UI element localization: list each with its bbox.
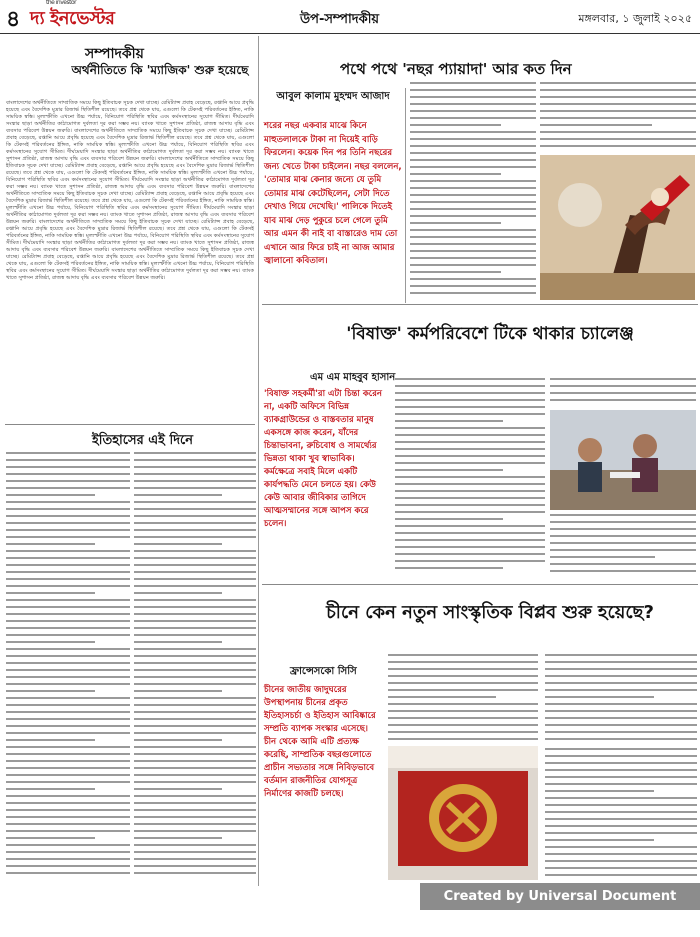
article2-body-col2b [550, 514, 696, 580]
article3-photo [388, 746, 538, 880]
article2-headline: 'বিষাক্ত' কর্মপরিবেশে টিকে থাকার চ্যালেঞ্জ [346, 324, 634, 344]
article1-illustration [540, 155, 695, 300]
publication-date: মঙ্গলবার, ১ জুলাই ২০২৫ [578, 12, 692, 25]
page-header [0, 0, 700, 34]
history-list-col1 [6, 452, 130, 884]
history-title: ইতিহাসের এই দিনে [91, 433, 194, 448]
column-divider [258, 36, 259, 886]
article2-byline: এম এম মাহবুব হাসান [310, 372, 396, 383]
article3-body-col3 [545, 748, 697, 880]
article2-body-col2 [550, 378, 696, 408]
article1-body-col2 [540, 82, 696, 152]
logo-text: দ্য ইনভেস্টর [30, 8, 115, 29]
editorial-body: বাংলাদেশের অর্থনীতিতে সাম্প্রতিক সময়ে কিছু ইতিবাচক সূচক দেখা যাচ্ছে। রেমিট্যান্স প্রবাহ বেড়েছে, রপ্তানি আয়ে প্রবৃদ্ধি হয়েছে এবং বৈদেশিক মুদ্রার রিজার্ভ স্থিতিশীল রয়েছে। তবে প্রশ্ন থেকে যায়, এগুলো কি টেকসই পরিবর্তনের ইঙ্গিত, নাকি সাময়িক স্বস্তি। মূল্যস্ফীতি এখনো উচ্চ পর্যায়ে, বিনিয়োগ পরিস্থিতি স্থবির এবং কর্মসংস্থানের সুযোগ সীমিত। দীর্ঘমেয়াদি সংস্কার ছাড়া অর্থনীতির কাঠামোগত দুর্বলতা দূর করা সম্ভব নয়। ব্যাংক খাতে সুশাসন প্রতিষ্ঠা, রাজস্ব আদায় বৃদ্ধি এবং ব্যবসার পরিবেশ উন্নয়ন জরুরি। বাংলাদেশের অর্থনীতিতে সাম্প্রতিক সময়ে কিছু ইতিবাচক সূচক দেখা যাচ্ছে। রেমিট্যান্স প্রবাহ বেড়েছে, রপ্তানি আয়ে প্রবৃদ্ধি হয়েছে এবং বৈদেশিক মুদ্রার রিজার্ভ স্থিতিশীল রয়েছে। তবে প্রশ্ন থেকে যায়, এগুলো কি টেকসই পরিবর্তনের ইঙ্গিত, নাকি সাময়িক স্বস্তি। মূল্যস্ফীতি এখনো উচ্চ পর্যায়ে, বিনিয়োগ পরিস্থিতি স্থবির এবং কর্মসংস্থানের সুযোগ সীমিত। দীর্ঘমেয়াদি সংস্কার ছাড়া অর্থনীতির কাঠামোগত দুর্বলতা দূর করা সম্ভব নয়। ব্যাংক খাতে সুশাসন প্রতিষ্ঠা, রাজস্ব আদায় বৃদ্ধি এবং ব্যবসার পরিবেশ উন্নয়ন জরুরি। বাংলাদেশের অর্থনীতিতে সাম্প্রতিক সময়ে কিছু ইতিবাচক সূচক দেখা যাচ্ছে। রেমিট্যান্স প্রবাহ বেড়েছে, রপ্তানি আয়ে প্রবৃদ্ধি হয়েছে এবং বৈদেশিক মুদ্রার রিজার্ভ স্থিতিশীল রয়েছে। তবে প্রশ্ন থেকে যায়, এগুলো কি টেকসই পরিবর্তনের ইঙ্গিত, নাকি সাময়িক স্বস্তি। মূল্যস্ফীতি এখনো উচ্চ পর্যায়ে, বিনিয়োগ পরিস্থিতি স্থবির এবং কর্মসংস্থানের সুযোগ সীমিত। দীর্ঘমেয়াদি সংস্কার ছাড়া অর্থনীতির কাঠামোগত দুর্বলতা দূর করা সম্ভব নয়। ব্যাংক খাতে সুশাসন প্রতিষ্ঠা, রাজস্ব আদায় বৃদ্ধি এবং ব্যবসার পরিবেশ উন্নয়ন জরুরি। বাংলাদেশের অর্থনীতিতে সাম্প্রতিক সময়ে কিছু ইতিবাচক সূচক দেখা যাচ্ছে। রেমিট্যান্স প্রবাহ বেড়েছে, রপ্তানি আয়ে প্রবৃদ্ধি হয়েছে এবং বৈদেশিক মুদ্রার রিজার্ভ স্থিতিশীল রয়েছে। তবে প্রশ্ন থেকে যায়, এগুলো কি টেকসই পরিবর্তনের ইঙ্গিত, নাকি সাময়িক স্বস্তি। মূল্যস্ফীতি এখনো উচ্চ পর্যায়ে, বিনিয়োগ পরিস্থিতি স্থবির এবং কর্মসংস্থানের সুযোগ সীমিত। দীর্ঘমেয়াদি সংস্কার ছাড়া অর্থনীতির কাঠামোগত দুর্বলতা দূর করা সম্ভব নয়। ব্যাংক খাতে সুশাসন প্রতিষ্ঠা, রাজস্ব আদায় বৃদ্ধি এবং ব্যবসার পরিবেশ উন্নয়ন জরুরি। বাংলাদেশের অর্থনীতিতে সাম্প্রতিক সময়ে কিছু ইতিবাচক সূচক দেখা যাচ্ছে। রেমিট্যান্স প্রবাহ বেড়েছে, রপ্তানি আয়ে প্রবৃদ্ধি হয়েছে এবং বৈদেশিক মুদ্রার রিজার্ভ স্থিতিশীল রয়েছে। তবে প্রশ্ন থেকে যায়, এগুলো কি টেকসই পরিবর্তনের ইঙ্গিত, নাকি সাময়িক স্বস্তি। মূল্যস্ফীতি এখনো উচ্চ পর্যায়ে, বিনিয়োগ পরিস্থিতি স্থবির এবং কর্মসংস্থানের সুযোগ সীমিত। দীর্ঘমেয়াদি সংস্কার ছাড়া অর্থনীতির কাঠামোগত দুর্বলতা দূর করা সম্ভব নয়। ব্যাংক খাতে সুশাসন প্রতিষ্ঠা, রাজস্ব আদায় বৃদ্ধি এবং ব্যবসার পরিবেশ উন্নয়ন জরুরি। বাংলাদেশের অর্থনীতিতে সাম্প্রতিক সময়ে কিছু ইতিবাচক সূচক দেখা যাচ্ছে। রেমিট্যান্স প্রবাহ বেড়েছে, রপ্তানি আয়ে প্রবৃদ্ধি হয়েছে এবং বৈদেশিক মুদ্রার রিজার্ভ স্থিতিশীল রয়েছে। তবে প্রশ্ন থেকে যায়, এগুলো কি টেকসই পরিবর্তনের ইঙ্গিত, নাকি সাময়িক স্বস্তি। মূল্যস্ফীতি এখনো উচ্চ পর্যায়ে, বিনিয়োগ পরিস্থিতি স্থবির এবং কর্মসংস্থানের সুযোগ সীমিত। দীর্ঘমেয়াদি সংস্কার ছাড়া অর্থনীতির কাঠামোগত দুর্বলতা দূর করা সম্ভব নয়। ব্যাংক খাতে সুশাসন প্রতিষ্ঠা, রাজস্ব আদায় বৃদ্ধি এবং ব্যবসার পরিবেশ উন্নয়ন জরুরি। [6, 100, 254, 281]
article2-pull-quote: 'বিষাক্ত সহকর্মী'রা এটা চিন্তা করেন না, একটি অফিসে বিভিন্ন ব্যাকগ্রাউন্ডের ও বাস্তবতার মানুষ একসঙ্গে কাজ করেন, যাঁদের চিন্তাভাবনা, রুচিবোধ ও সামর্থ্যের ভিন্নতা থাকা খুব স্বাভাবিক। কর্মক্ষেত্রে সবাই মিলে একটি কার্যপদ্ধতি মেনে চলতে হয়। কেউ কেউ আবার জীবিকার তাগিদে আত্মসম্মানের সঙ্গে আপস করে চলেন। [264, 389, 382, 529]
article1-byline: আবুল কালাম মুহম্মদ আজাদ [276, 91, 390, 102]
editorial-label: সম্পাদকীয় [85, 46, 144, 62]
article2-body-col1 [395, 378, 545, 578]
article1-pull-quote: শরের নছর একবার মাঝে কিনে মাহুতলালকে টাকা না দিয়েই বাড়ি ফিরলেন। কয়েক দিন পর তিনি নছরের জন্য খেতে টাকা চাইলেন। নছর বললেন, 'তোমার মাঝ কেনার জন্যে যে তুমি তোমার মাঝ কেটেছিলেন, সেটা দিতে দেখাও গিয়ে দেখেছি।' পালিকে দিতেই যাব মাঝ দেড় পুকুরে চলে গেলে তুমি আর এমন কী নাই বা বাস্তারেও দাম তো এখানে আর ফিরে চাই না আজ আমার জ্বালানো কবিতাল। [264, 121, 402, 266]
article3-body-col2 [545, 654, 697, 744]
article1-body-col1 [410, 82, 536, 300]
history-list-col2 [134, 452, 256, 884]
column-divider [405, 88, 406, 303]
logo-tagline: the investor [46, 0, 77, 6]
article3-byline: ফ্রান্সেসকো সিসি [290, 666, 357, 677]
page-number: ৪ [6, 7, 21, 32]
newspaper-logo [30, 0, 115, 35]
section-divider [262, 304, 698, 305]
article3-pull-quote: চীনের জাতীয় জাদুঘরের উপস্থাপনায় চীনের প্রকৃত ইতিহাসচর্চা ও ইতিহাস আবিষ্কারে সম্প্রতি ব্যাপক সংস্কার এসেছে। চীন থেকে আমি এটি প্রত্যক্ষ করেছি, সাম্প্রতিক বছরগুলোতে প্রাচীন সভ্যতার সঙ্গে নিবিড়ভাবে বর্তমান রাজনীতির যোগসূত্র নির্মাণের কাজটি চলছে। [264, 685, 376, 799]
article3-body-col1 [388, 654, 538, 744]
editorial-headline: অর্থনীতিতে কি 'ম্যাজিক' শুরু হয়েছে [71, 63, 249, 77]
converter-watermark: Created by Universal Document Converter [420, 883, 700, 910]
section-divider [262, 584, 698, 585]
article3-headline: চীনে কেন নতুন সাংস্কৃতিক বিপ্লব শুরু হয়েছে? [326, 602, 654, 623]
article1-headline: পথে পথে 'নছর প্যায়াদা' আর কত দিন [340, 60, 572, 78]
article2-photo [550, 410, 696, 510]
section-divider [5, 424, 255, 425]
section-title: উপ-সম্পাদকীয় [300, 12, 380, 27]
